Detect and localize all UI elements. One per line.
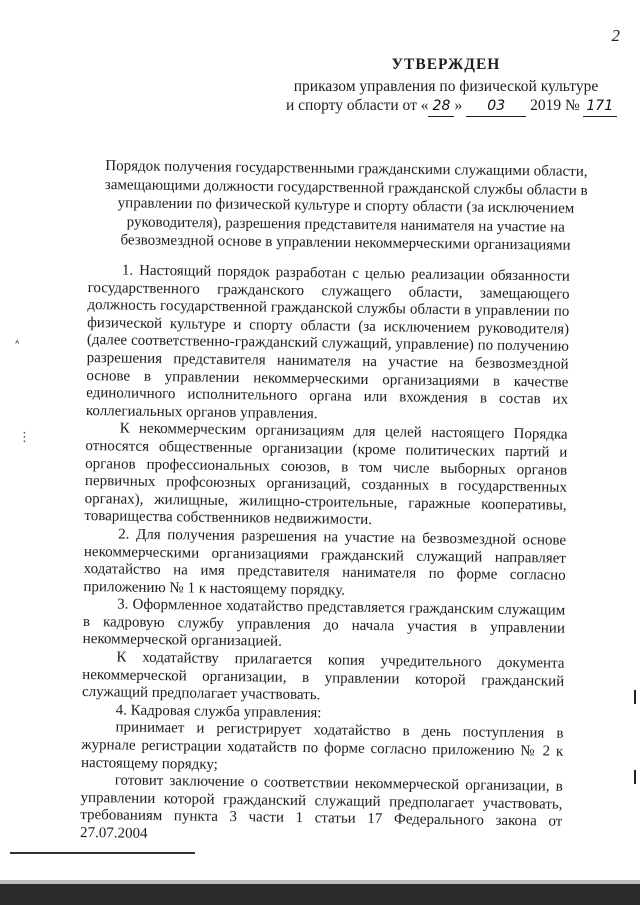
approval-number: 171 xyxy=(583,97,617,117)
approval-line-2 xyxy=(286,96,614,117)
approval-date-prefix: и спорту области от « xyxy=(286,97,429,114)
paragraph-8: готовит заключение о соответствии некоммерческой организации, в управлении которой гражданский служащий предполагает участвовать, требованиям пункта 3 части 1 статьи 17 Федерального закона от 27.07.2004 xyxy=(79,772,563,842)
paragraph-3: 2. Для получения разрешения на участие на безвозмездной основе некоммерческими организациями гражданский служащий направляет ходатайство на имя представителя нанимателя по форме согласно приложению № 1 к настоящему порядку. xyxy=(83,526,567,599)
paragraph-1: 1. Настоящий порядок разработан с целью реализации обязанности государственного гражданского служащего области, замещающего должность государственной гражданской службы области в управлении по физической культуре и спорту области (за исключением руководителя) (далее соответственно-гражданский служащий, управление) по получению разрешения представителя нанимателя на участие на безвозмездной основе в управлении некоммерческими организациями в качестве единоличного исполнительного органа или вхождения в состав их коллегиальных органов управления. xyxy=(85,262,570,422)
paragraph-5: К ходатайству прилагается копия учредительного документа некоммерческой организации, в управлении которой гражданский служащий предполагает участвовать. xyxy=(81,649,565,704)
paragraph-2: К некоммерческим организациям для целей настоящего Порядка относятся общественные организации (кроме политических партий и органов профессиональных союзов, в том числе выборных органов первичных профсоюзных организаций, созданных в государственных органах), жилищные, жилищно-строительные, гаражные кооперативы, товарищества собственников недвижимости. xyxy=(84,420,568,529)
footer-rule xyxy=(10,852,195,854)
document-title: Порядок получения государственными гражданскими служащими области, замещающими должности государственной гражданской службы области в управлении по физической культуре и спорту области (за исключением руководителя), разрешения представителя нанимателя на участие на безвозмездной основе в управлении некоммерческими организациями xyxy=(104,158,588,254)
approval-year: 2019 № xyxy=(530,97,580,114)
scan-edge-mark xyxy=(634,690,636,704)
paragraph-4: 3. Оформленное ходатайство представляется гражданским служащим в кадровую службу управления до начала участия в управлении некоммерческой организацией. xyxy=(82,596,566,651)
scan-margin-mark: ⋮ xyxy=(18,430,31,445)
paragraph-6: 4. Кадровая служба управления: xyxy=(115,702,322,722)
scan-edge-band xyxy=(0,884,640,905)
approval-month: 03 xyxy=(466,97,526,117)
approval-day: 28 xyxy=(428,97,454,117)
paragraph-7: принимает и регистрирует ходатайство в день поступления в журнале регистрации ходатайств по форме согласно приложению № 2 к настоящему порядку; xyxy=(80,719,564,773)
approval-heading: УТВЕРЖДЕН xyxy=(391,56,501,73)
document-body xyxy=(80,262,570,849)
approval-block xyxy=(286,55,614,117)
scan-margin-mark: ˄ xyxy=(14,340,21,355)
approval-line-1: приказом управления по физической культуре xyxy=(293,78,599,95)
scan-edge-mark xyxy=(634,770,636,784)
page-number: 2 xyxy=(611,26,620,45)
approval-date-mid: » xyxy=(454,97,463,114)
